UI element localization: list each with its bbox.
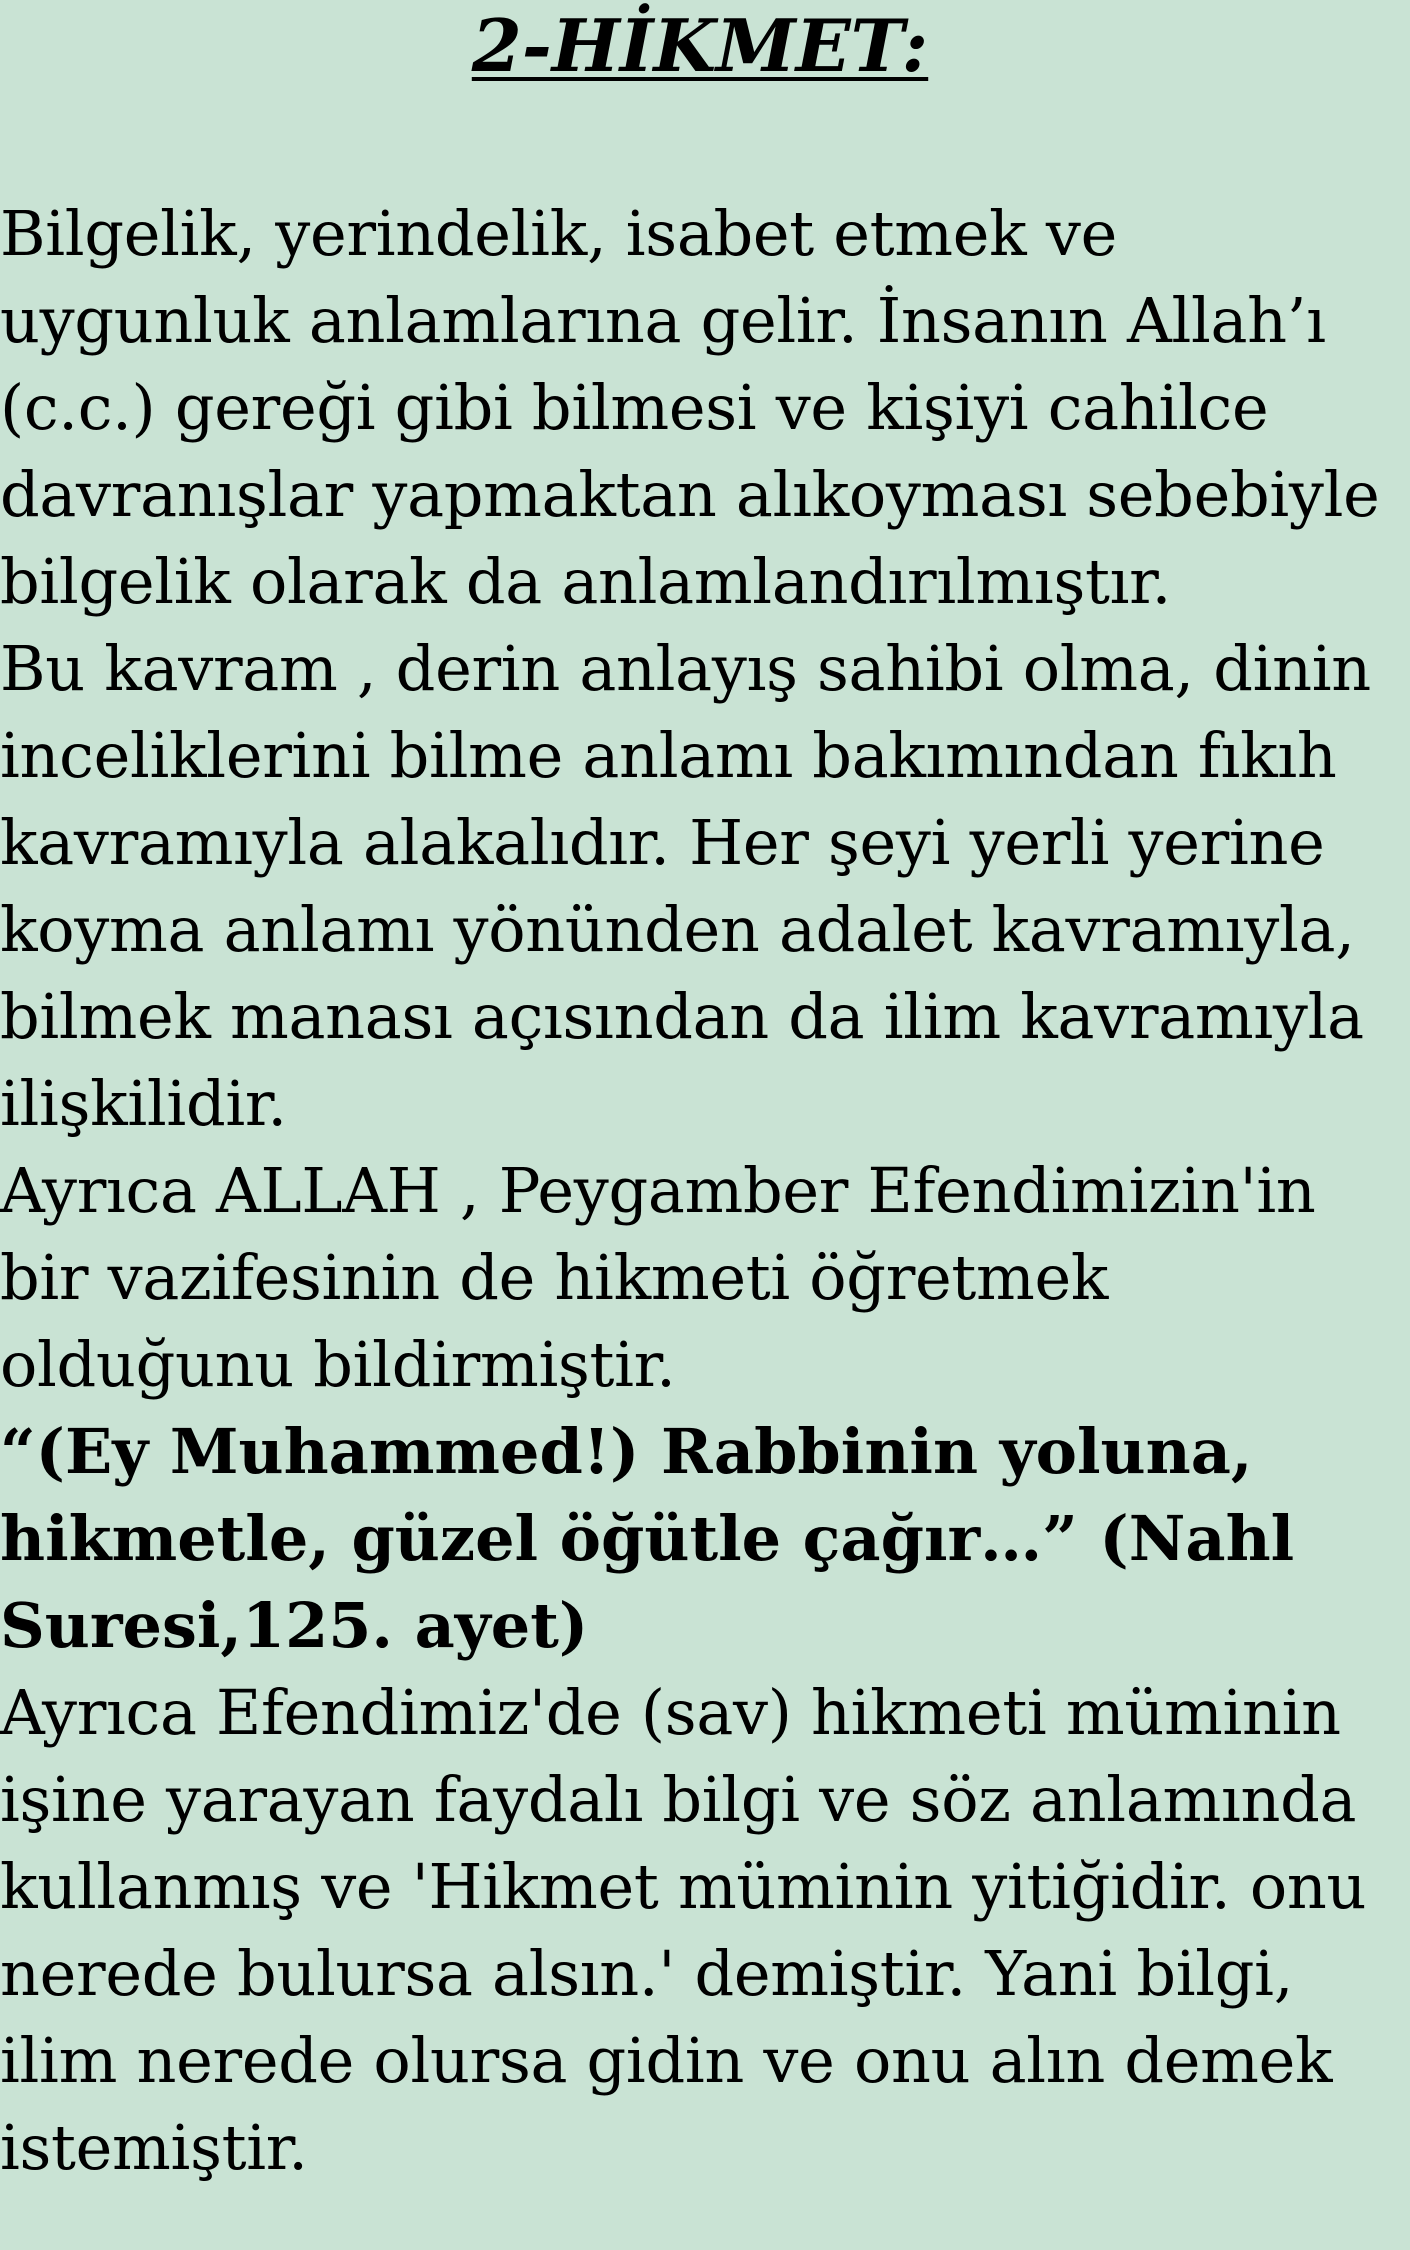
text-line: bilmek manası açısından da ilim kavramıyla bbox=[0, 980, 1364, 1053]
text-line: ilim nerede olursa gidin ve onu alın demek bbox=[0, 2024, 1333, 2097]
text-line: Bilgelik, yerindelik, isabet etmek ve bbox=[0, 197, 1117, 270]
text-line: Ayrıca Efendimiz'de (sav) hikmeti müminin bbox=[0, 1676, 1341, 1749]
quote-line: “(Ey Muhammed!) Rabbinin yoluna, bbox=[0, 1415, 1253, 1488]
text-line: Ayrıca ALLAH , Peygamber Efendimizin'in bbox=[0, 1154, 1316, 1227]
text-line: davranışlar yapmaktan alıkoyması sebebiyle bbox=[0, 458, 1380, 531]
quote-line: hikmetle, güzel öğütle çağır…” (Nahl bbox=[0, 1502, 1295, 1575]
text-line: koyma anlamı yönünden adalet kavramıyla, bbox=[0, 893, 1355, 966]
text-line: (c.c.) gereği gibi bilmesi ve kişiyi cahilce bbox=[0, 371, 1269, 444]
page-title: 2-HİKMET: bbox=[471, 3, 929, 88]
text-line: kavramıyla alakalıdır. Her şeyi yerli yerine bbox=[0, 806, 1325, 879]
text-line: istemiştir. bbox=[0, 2111, 308, 2184]
text-line: olduğunu bildirmiştir. bbox=[0, 1328, 676, 1401]
text-line: inceliklerini bilme anlamı bakımından fıkıh bbox=[0, 719, 1337, 792]
text-line: uygunluk anlamlarına gelir. İnsanın Allah’ı bbox=[0, 284, 1326, 357]
text-line: kullanmış ve 'Hikmet müminin yitiğidir. onu bbox=[0, 1850, 1367, 1923]
document-body bbox=[0, 190, 1410, 2191]
text-line: ilişkilidir. bbox=[0, 1067, 287, 1140]
text-line: Bu kavram , derin anlayış sahibi olma, dinin bbox=[0, 632, 1371, 705]
text-line: bilgelik olarak da anlamlandırılmıştır. bbox=[0, 545, 1172, 618]
text-line: işine yarayan faydalı bilgi ve söz anlamında bbox=[0, 1763, 1357, 1836]
quote-line: Suresi,125. ayet) bbox=[0, 1589, 589, 1662]
text-line: nerede bulursa alsın.' demiştir. Yani bilgi, bbox=[0, 1937, 1294, 2010]
text-line: bir vazifesinin de hikmeti öğretmek bbox=[0, 1241, 1109, 1314]
